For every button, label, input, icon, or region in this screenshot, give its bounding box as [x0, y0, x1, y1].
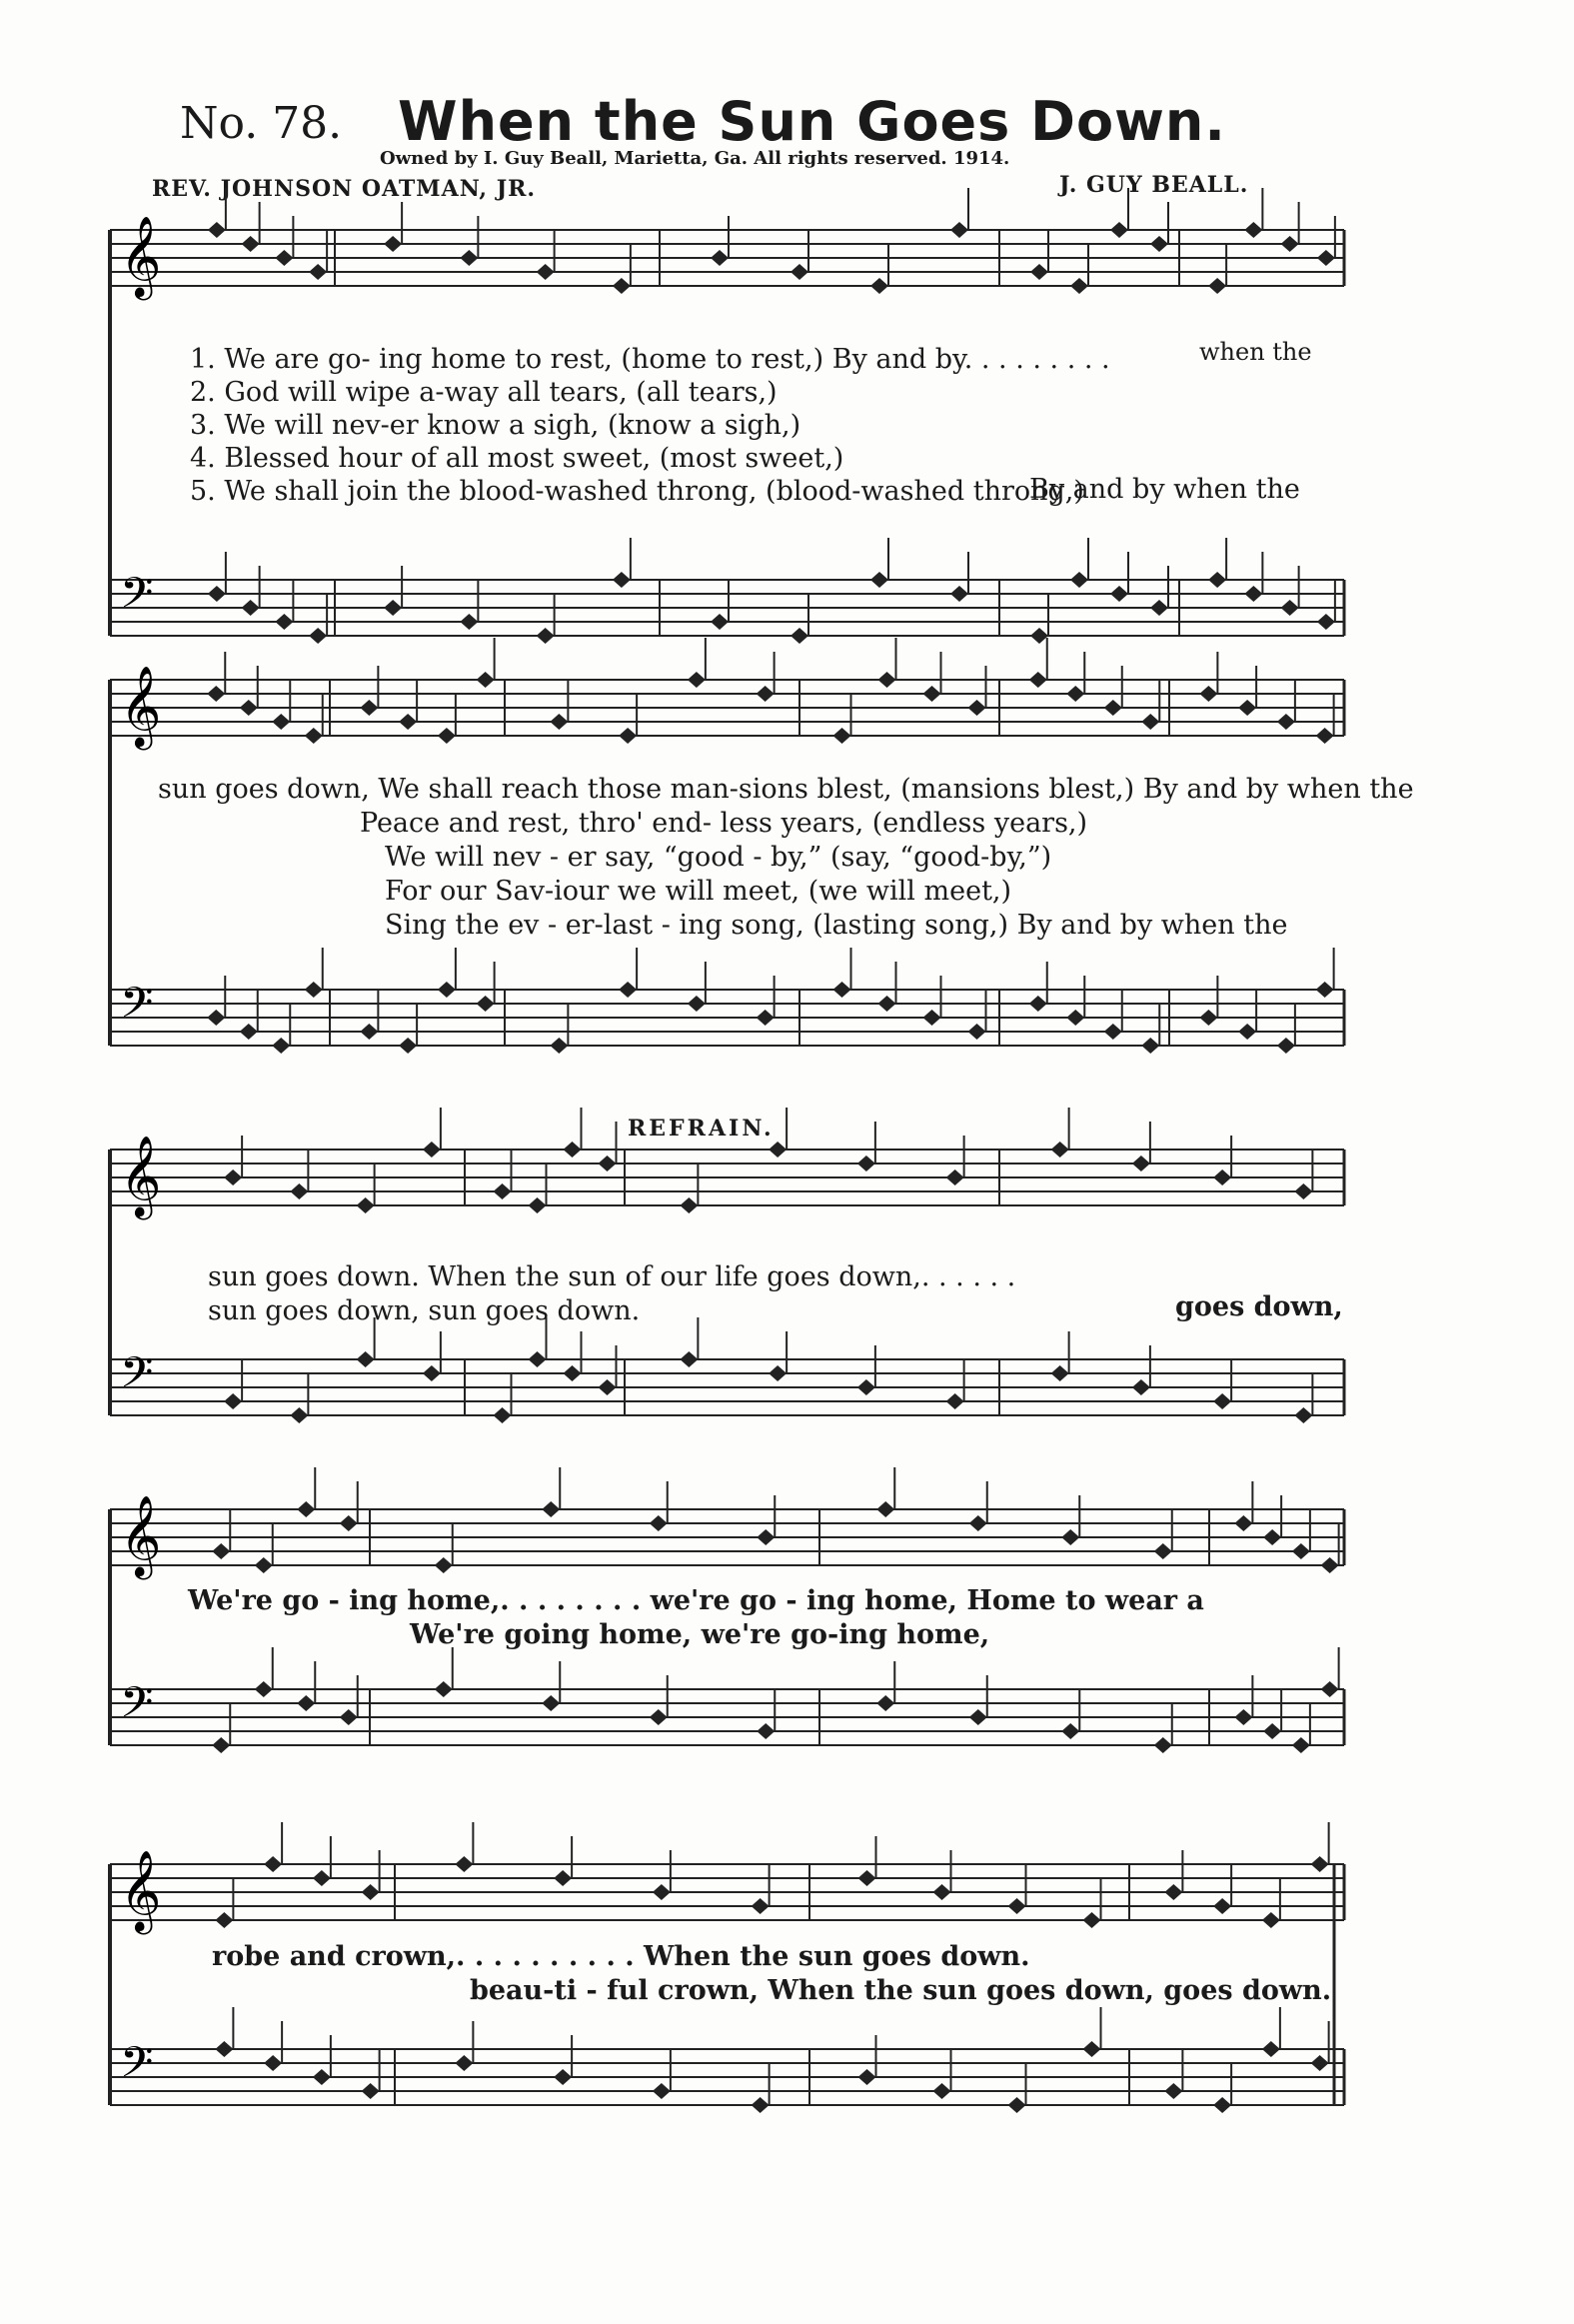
note-head: [1199, 686, 1217, 702]
system-2-line-4: For our Sav-iour we will meet, (we will meet,): [385, 876, 1012, 907]
note-head: [242, 600, 260, 616]
note-head: [1083, 2041, 1101, 2057]
note-head: [1208, 278, 1226, 294]
note-head: [1164, 2083, 1182, 2099]
note-head: [272, 1038, 290, 1054]
note-head: [1030, 628, 1048, 644]
note-head: [564, 1142, 582, 1158]
note-head: [275, 250, 293, 266]
note-head: [554, 1870, 572, 1886]
treble-clef-icon: 𝄞: [120, 1494, 162, 1576]
verse-4-line: 4. Blessed hour of all most sweet, (most sweet,): [190, 443, 844, 474]
note-head: [290, 1407, 308, 1423]
note-head: [542, 1501, 560, 1517]
note-head: [494, 1407, 512, 1423]
system-2-line-2: Peace and rest, thro' end- less years, (endless years,): [360, 808, 1088, 839]
note-head: [242, 236, 260, 252]
note-head: [240, 1024, 258, 1040]
refrain-label: REFRAIN.: [628, 1116, 775, 1142]
hymn-title: When the Sun Goes Down.: [398, 90, 1226, 153]
note-head: [460, 250, 478, 266]
note-head: [653, 2083, 671, 2099]
note-head: [790, 628, 808, 644]
note-head: [619, 982, 637, 998]
note-head: [711, 250, 729, 266]
note-head: [1292, 1543, 1310, 1559]
note-head: [878, 672, 896, 688]
note-head: [1244, 222, 1262, 238]
note-head: [1321, 1557, 1339, 1573]
note-head: [399, 714, 417, 730]
note-head: [1311, 2055, 1329, 2071]
hymn-number: No. 78.: [180, 98, 343, 149]
note-head: [529, 1197, 547, 1213]
note-head: [1277, 714, 1295, 730]
note-head: [455, 2055, 473, 2071]
note-head: [1292, 1737, 1310, 1753]
note-head: [1008, 2097, 1026, 2113]
note-head: [212, 1543, 230, 1559]
note-head: [876, 1695, 894, 1711]
note-head: [340, 1515, 358, 1531]
system-3-line-1: sun goes down. When the sun of our life goes down,. . . . . .: [208, 1261, 1016, 1292]
note-head: [212, 1737, 230, 1753]
note-head: [1262, 1912, 1280, 1928]
note-head: [309, 264, 327, 280]
treble-clef-icon: 𝄞: [120, 1849, 162, 1931]
note-head: [857, 1379, 875, 1395]
note-head: [438, 728, 456, 744]
note-head: [1277, 1038, 1295, 1054]
note-head: [1110, 222, 1128, 238]
note-head: [423, 1142, 441, 1158]
note-head: [423, 1365, 441, 1381]
note-head: [360, 700, 378, 716]
note-head: [858, 2069, 876, 2085]
note-head: [564, 1365, 582, 1381]
note-head: [1141, 714, 1159, 730]
note-head: [870, 278, 888, 294]
note-head: [1234, 1515, 1252, 1531]
note-head: [1066, 686, 1084, 702]
note-head: [619, 728, 637, 744]
note-head: [1238, 700, 1256, 716]
note-head: [1213, 1393, 1231, 1409]
note-head: [529, 1351, 547, 1367]
note-head: [1083, 1912, 1101, 1928]
note-head: [752, 1898, 770, 1914]
system-5-line-1: robe and crown,. . . . . . . . . . When the sun goes down.: [212, 1941, 1030, 1972]
note-head: [1213, 1898, 1231, 1914]
note-head: [946, 1393, 964, 1409]
note-head: [290, 1183, 308, 1199]
note-head: [384, 236, 402, 252]
note-head: [1150, 600, 1168, 616]
note-head: [537, 628, 555, 644]
note-head: [1061, 1723, 1079, 1739]
note-head: [1294, 1407, 1312, 1423]
verse-5-end: By and by when the: [1029, 474, 1300, 505]
note-head: [224, 1393, 242, 1409]
note-head: [833, 982, 851, 998]
note-head: [1154, 1737, 1172, 1753]
note-head: [790, 264, 808, 280]
note-head: [1029, 996, 1047, 1012]
lyricist-credit: REV. JOHNSON OATMAN, JR.: [152, 176, 537, 202]
note-head: [1316, 982, 1334, 998]
note-head: [494, 1183, 512, 1199]
bass-clef-icon: 𝄢: [120, 1348, 154, 1408]
note-head: [1316, 728, 1334, 744]
note-head: [688, 996, 706, 1012]
note-head: [968, 700, 986, 716]
note-head: [1051, 1142, 1069, 1158]
note-head: [950, 222, 968, 238]
note-head: [340, 1709, 358, 1725]
note-head: [1263, 1529, 1281, 1545]
note-head: [309, 628, 327, 644]
note-head: [240, 700, 258, 716]
note-head: [969, 1515, 987, 1531]
note-head: [969, 1709, 987, 1725]
note-head: [550, 714, 568, 730]
note-head: [650, 1515, 668, 1531]
note-head: [1321, 1681, 1339, 1697]
note-head: [1154, 1543, 1172, 1559]
note-head: [264, 1856, 282, 1872]
note-head: [1164, 1884, 1182, 1900]
note-head: [1061, 1529, 1079, 1545]
system-2-line-3: We will nev - er say, “good - by,” (say, “good-by,”): [385, 842, 1052, 873]
note-head: [255, 1681, 273, 1697]
treble-clef-icon: 𝄞: [120, 215, 162, 297]
bass-clef-icon: 𝄢: [120, 979, 154, 1039]
bass-clef-icon: 𝄢: [120, 2038, 154, 2098]
note-head: [833, 728, 851, 744]
note-head: [1104, 1024, 1122, 1040]
note-head: [1213, 1169, 1231, 1185]
note-head: [1110, 586, 1128, 602]
note-head: [542, 1695, 560, 1711]
bass-clef-icon: 𝄢: [120, 569, 154, 629]
copyright-notice: Owned by I. Guy Beall, Marietta, Ga. All rights reserved. 1914.: [380, 148, 1010, 169]
note-head: [653, 1884, 671, 1900]
note-head: [711, 614, 729, 630]
note-head: [769, 1142, 787, 1158]
note-head: [1263, 1723, 1281, 1739]
note-head: [297, 1501, 315, 1517]
note-head: [305, 728, 323, 744]
note-head: [1281, 600, 1299, 616]
note-head: [757, 1723, 775, 1739]
note-head: [946, 1169, 964, 1185]
note-head: [1132, 1379, 1150, 1395]
note-head: [435, 1681, 453, 1697]
system-2-line-1: sun goes down, We shall reach those man-sions blest, (mansions blest,) By and by when the: [158, 774, 1414, 805]
note-head: [207, 686, 225, 702]
note-head: [554, 2069, 572, 2085]
note-head: [1029, 672, 1047, 688]
note-head: [477, 672, 495, 688]
note-head: [215, 1912, 233, 1928]
treble-clef-icon: 𝄞: [120, 665, 162, 747]
note-head: [255, 1557, 273, 1573]
note-head: [650, 1709, 668, 1725]
note-head: [1234, 1709, 1252, 1725]
note-head: [950, 586, 968, 602]
verse-1-line: 1. We are go- ing home to rest, (home to rest,) By and by. . . . . . . . .: [190, 344, 1110, 375]
note-head: [208, 586, 226, 602]
note-head: [272, 714, 290, 730]
note-head: [1199, 1010, 1217, 1026]
note-head: [769, 1365, 787, 1381]
note-head: [933, 1884, 951, 1900]
note-head: [357, 1197, 375, 1213]
note-head: [923, 686, 941, 702]
note-head: [1132, 1156, 1150, 1171]
note-head: [757, 686, 775, 702]
note-head: [857, 1156, 875, 1171]
note-head: [688, 672, 706, 688]
note-head: [1294, 1183, 1312, 1199]
note-head: [275, 614, 293, 630]
note-head: [1051, 1365, 1069, 1381]
note-head: [1008, 1898, 1026, 1914]
note-head: [858, 1870, 876, 1886]
note-head: [399, 1038, 417, 1054]
note-head: [1150, 236, 1168, 252]
note-head: [313, 1870, 331, 1886]
note-head: [1141, 1038, 1159, 1054]
note-head: [680, 1351, 698, 1367]
note-head: [1317, 250, 1335, 266]
note-head: [923, 1010, 941, 1026]
note-head: [1213, 2097, 1231, 2113]
system-3-line-2: sun goes down, sun goes down.: [208, 1295, 641, 1326]
note-head: [1311, 1856, 1329, 1872]
note-head: [1070, 278, 1088, 294]
note-head: [933, 2083, 951, 2099]
verse-5-line: 5. We shall join the blood-washed throng, (blood-washed throng,): [190, 476, 1084, 507]
note-head: [435, 1557, 453, 1573]
system-3-line-2-end: goes down,: [1175, 1291, 1343, 1322]
note-head: [1281, 236, 1299, 252]
note-head: [599, 1156, 617, 1171]
note-head: [215, 2041, 233, 2057]
note-head: [752, 2097, 770, 2113]
note-head: [384, 600, 402, 616]
note-head: [876, 1501, 894, 1517]
system-4-line-2: We're going home, we're go-ing home,: [410, 1619, 990, 1650]
note-head: [1262, 2041, 1280, 2057]
note-head: [1317, 614, 1335, 630]
note-head: [264, 2055, 282, 2071]
note-head: [1208, 572, 1226, 588]
note-head: [460, 614, 478, 630]
note-head: [297, 1695, 315, 1711]
note-head: [599, 1379, 617, 1395]
verse-3-line: 3. We will nev-er know a sigh, (know a sigh,): [190, 410, 801, 441]
note-head: [224, 1169, 242, 1185]
note-head: [870, 572, 888, 588]
verse-1-end: when the: [1199, 338, 1312, 366]
note-head: [757, 1010, 775, 1026]
composer-credit: J. GUY BEALL.: [1059, 172, 1249, 198]
note-head: [357, 1351, 375, 1367]
note-head: [362, 2083, 380, 2099]
note-head: [550, 1038, 568, 1054]
note-head: [208, 222, 226, 238]
bass-clef-icon: 𝄢: [120, 1678, 154, 1738]
note-head: [680, 1197, 698, 1213]
verse-2-line: 2. God will wipe a-way all tears, (all tears,): [190, 377, 778, 408]
note-head: [360, 1024, 378, 1040]
note-head: [1070, 572, 1088, 588]
note-head: [613, 572, 631, 588]
treble-clef-icon: 𝄞: [120, 1135, 162, 1216]
note-head: [207, 1010, 225, 1026]
note-head: [878, 996, 896, 1012]
note-head: [313, 2069, 331, 2085]
note-head: [1104, 700, 1122, 716]
note-head: [757, 1529, 775, 1545]
note-head: [438, 982, 456, 998]
note-head: [477, 996, 495, 1012]
system-2-line-5: Sing the ev - er-last - ing song, (lasting song,) By and by when the: [385, 910, 1288, 941]
note-head: [968, 1024, 986, 1040]
note-head: [537, 264, 555, 280]
system-4-line-1: We're go - ing home,. . . . . . . . we're go - ing home, Home to wear a: [188, 1585, 1204, 1616]
note-head: [1030, 264, 1048, 280]
note-head: [1066, 1010, 1084, 1026]
note-head: [455, 1856, 473, 1872]
note-head: [305, 982, 323, 998]
system-5-line-2: beau-ti - ful crown, When the sun goes down, goes down.: [470, 1975, 1332, 2006]
note-head: [1244, 586, 1262, 602]
note-head: [1238, 1024, 1256, 1040]
note-head: [362, 1884, 380, 1900]
note-head: [613, 278, 631, 294]
